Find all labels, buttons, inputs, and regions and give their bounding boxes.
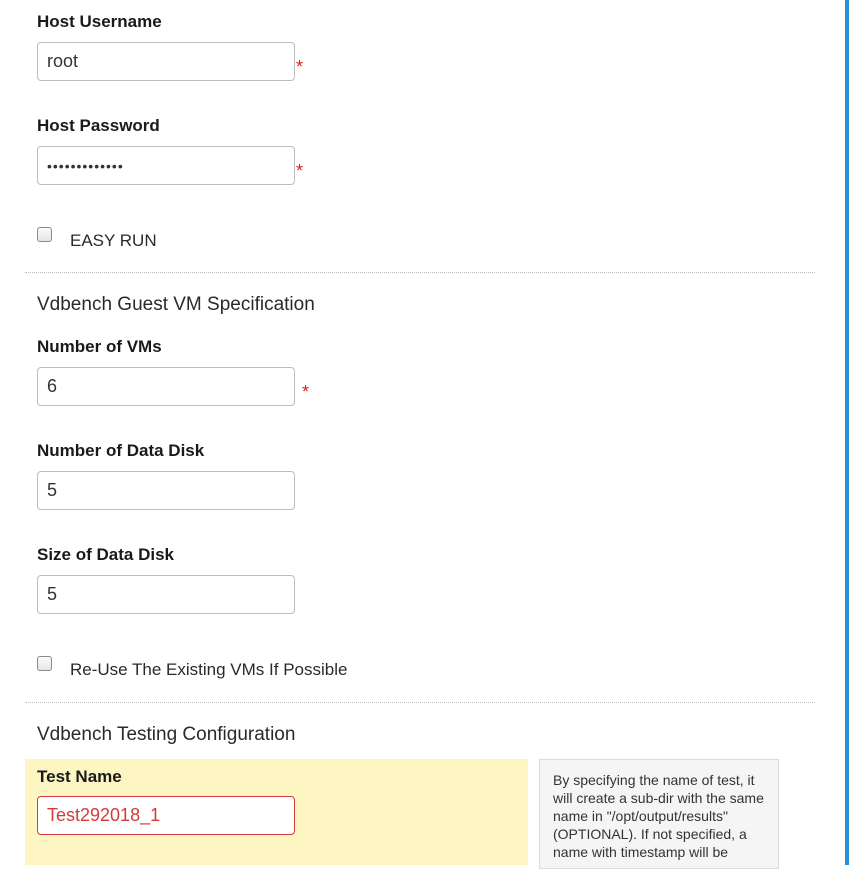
test-name-help-tooltip: By specifying the name of test, it will create a sub-dir with the same name in "/opt/output/results" (OPTIONAL). If not specified, a name with timestamp will be <box>539 759 779 869</box>
test-name-input[interactable] <box>37 796 295 835</box>
host-username-input[interactable] <box>37 42 295 81</box>
host-username-required-mark: * <box>296 57 304 77</box>
num-data-disk-label: Number of Data Disk <box>37 441 205 460</box>
size-data-disk-input[interactable] <box>37 575 295 614</box>
num-vms-label: Number of VMs <box>37 337 162 356</box>
host-username-label: Host Username <box>37 12 162 31</box>
section-divider <box>25 702 815 703</box>
num-data-disk-input[interactable] <box>37 471 295 510</box>
host-password-label: Host Password <box>37 116 160 135</box>
section-divider <box>25 272 815 273</box>
size-data-disk-label: Size of Data Disk <box>37 545 174 564</box>
reuse-vms-checkbox[interactable] <box>37 656 52 671</box>
host-password-required-mark: * <box>296 161 304 181</box>
testing-section-title: Vdbench Testing Configuration <box>37 724 296 745</box>
right-edge-rule <box>845 0 849 865</box>
num-vms-input[interactable] <box>37 367 295 406</box>
test-name-label: Test Name <box>37 767 122 786</box>
num-vms-required-mark: * <box>302 382 310 402</box>
easy-run-label: EASY RUN <box>70 231 157 250</box>
reuse-vms-label: Re-Use The Existing VMs If Possible <box>70 660 348 679</box>
easy-run-checkbox[interactable] <box>37 227 52 242</box>
guest-vm-section-title: Vdbench Guest VM Specification <box>37 294 315 315</box>
host-password-input[interactable] <box>37 146 295 185</box>
